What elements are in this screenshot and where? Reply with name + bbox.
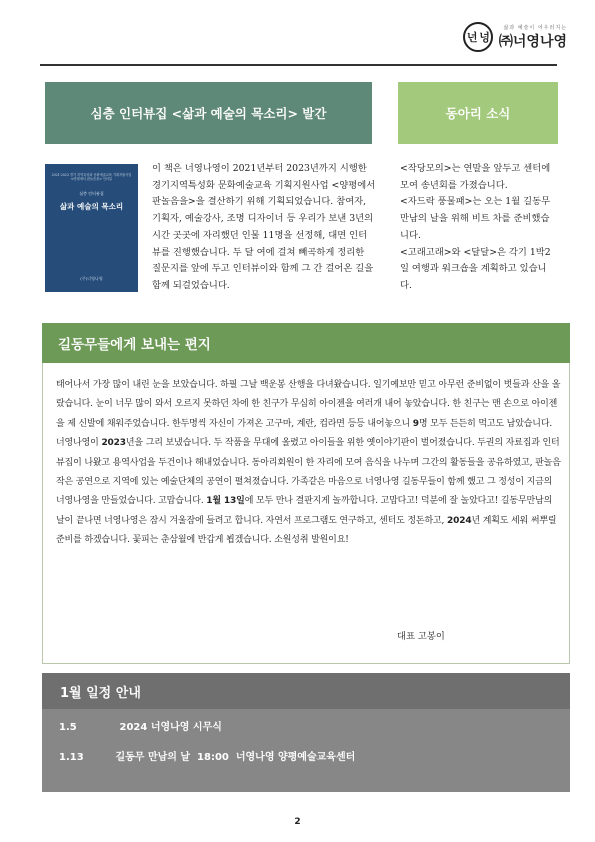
club-news-item: <자드락 풍물패>는 오는 1월 길동무 만남의 날을 위해 비트 차를 준비했습니다. <box>400 196 551 241</box>
letter-heading: 길동무들에게 보내는 편지 <box>42 323 570 363</box>
schedule-row: 1.5 2024 너영나영 시무식 <box>59 722 222 733</box>
club-news-banner: 동아리 소식 <box>398 82 558 144</box>
company-logo <box>463 22 567 52</box>
letter-body: 태어나서 가장 많이 내린 눈을 보았습니다. 하필 그날 백운봉 산행을 다녀왔습니다. 일기예보만 믿고 아무런 준비없이 벗들과 산을 올랐습니다. 눈이 너무 많이 와서 오르지 못하던 차에 한 친구가 무심히 아이젠을 여러개 내어 놓았습니다. 한 친구는 맨 손으로 아이젠을 제 신발에 채워주었습니다. 한두명씩 자신이 가져온 고구마, 계란, 컵라면 등등 내어놓으니 9명 모두 든든히 먹고도 남았습니다. 너영나영이 2023년을 그리 보냈습니다. 두 작품을 무대에 올렸고 아이들을 위한 옛이야기판이 벌어졌습니다. 두권의 자료집과 인터뷰집이 나왔고 용역사업을 두건이나 해내었습니다. 동아리회원이 한 자리에 모여 음식을 나누며 그간의 활동들을 공유하였고, 판놀음 작은 공연으로 지역에 있는 예술단체의 공연이 펼쳐졌습니다. 가족같은 마음으로 너영나영 길동무들이 함께 했고 그 정성이 지금의 너영나영을 만들었습니다. 고맙습니다. 1월 13일에 모두 만나 결판지게 놀까합니다. 고맙다고! 덕분에 잘 놀았다고! 길동무만남의 날이 끝나면 너영나영은 잠시 겨울잠에 들려고 합니다. 자연서 프로그램도 연구하고, 센터도 정돈하고, 2024년 계획도 세워 써뿌릴 준비를 하겠습니다. 꽃피는 춘삼월에 반갑게 뵙겠습니다. 소원성취 발원이요! <box>56 380 561 546</box>
club-news-list <box>400 161 558 295</box>
club-news-item: <고래고래>와 <달달>은 각기 1박2일 여행과 워크숍을 계획하고 있습니다. <box>400 246 551 291</box>
interview-book-description: 이 책은 너영나영이 2021년부터 2023년까지 시행한 경기지역특성화 문화예술교육 기획지원사업 <양평에서 판놀음을>을 결산하기 위해 기획되었습니다. 참여자, 기획자, 예술강사, 조명 디자이너 등 우리가 보낸 3년의 시간 곳곳에 자리했던 인물 11명을 선정해, 대면 인터뷰를 진행했습니다. 두 달 여에 걸쳐 빼곡하게 정리한 질문지를 앞에 두고 인터뷰이와 함께 그 간 걸어온 길을 함께 되걸었습니다. <box>152 163 376 291</box>
logo-mark-icon: 넌 넝 <box>463 22 493 52</box>
book-cover-image <box>45 164 138 292</box>
schedule-row: 1.13 길동무 만남의 날 18:00 너영나영 양평예술교육센터 <box>59 752 356 763</box>
header-divider <box>40 64 557 66</box>
schedule-date: 1.13 <box>59 752 84 763</box>
letter-signature: 대표 고봉이 <box>397 631 445 642</box>
book-cover-publisher: (주)너영나영 <box>80 276 103 281</box>
book-cover-title: 삶과 예술의 목소리 <box>59 201 124 211</box>
club-news-item: <작당모의>는 연말을 앞두고 센터에 모여 송년회를 가졌습니다. <box>400 163 551 191</box>
january-schedule <box>42 673 570 792</box>
book-cover-subtitle: 2021-2023 경기 지역특성화 문화예술교육 기획지원사업 <양평에서 판놀음을> 인터뷰 <box>51 173 132 181</box>
schedule-date: 1.5 <box>59 722 77 733</box>
schedule-heading: 1월 일정 안내 <box>42 673 570 709</box>
book-cover-tag: 심층 인터뷰집 <box>79 190 104 196</box>
interview-book-banner: 심층 인터뷰집 <삶과 예술의 목소리> 발간 <box>45 82 372 144</box>
page-number: 2 <box>294 817 301 827</box>
logo-name: ㈜너영나영 <box>498 33 567 50</box>
logo-tagline: 삶과 예술이 어우러지는 <box>503 24 567 31</box>
